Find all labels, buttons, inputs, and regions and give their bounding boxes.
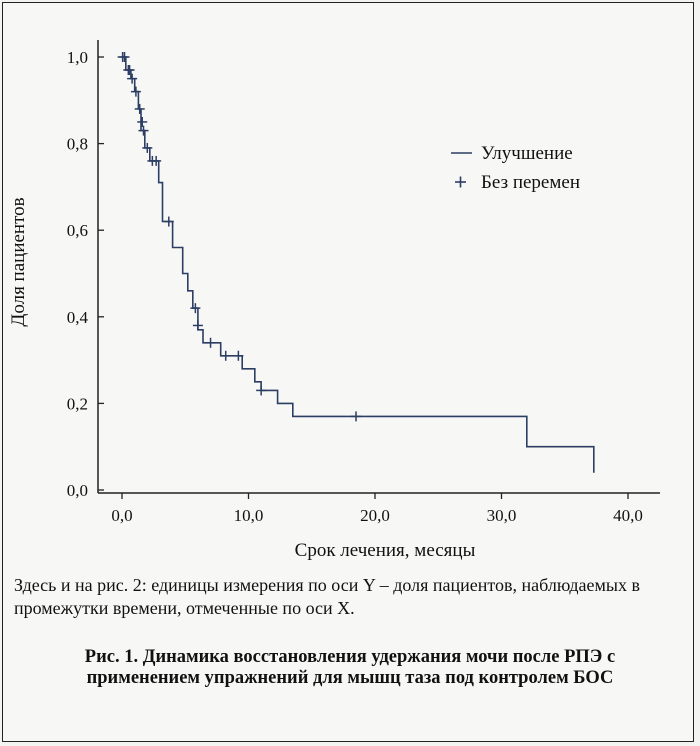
legend-label-no-change: Без перемен bbox=[481, 172, 580, 193]
y-axis-label: Доля пациентов bbox=[8, 197, 29, 327]
censor-marker bbox=[135, 104, 145, 114]
y-tick-label: 0,2 bbox=[66, 394, 88, 414]
censor-marker bbox=[131, 87, 141, 97]
censor-marker bbox=[127, 74, 137, 84]
chart-ticks bbox=[67, 48, 643, 525]
x-tick-label: 30,0 bbox=[486, 506, 517, 525]
y-tick-label: 0,4 bbox=[66, 307, 88, 327]
censor-marker bbox=[206, 338, 216, 348]
censor-marker bbox=[193, 320, 203, 330]
y-tick-label: 0,8 bbox=[66, 134, 88, 154]
x-tick-label: 20,0 bbox=[360, 506, 390, 525]
censor-marker bbox=[351, 411, 361, 421]
censor-marker bbox=[137, 117, 147, 127]
figure-caption: Рис. 1. Динамика восстановления удержания мочи после РПЭ с применением упражнений для мышц таза под контролем БОС bbox=[84, 647, 616, 688]
series-improvement-line bbox=[122, 57, 594, 473]
y-tick-label: 0,6 bbox=[66, 221, 88, 241]
x-axis-label: Срок лечения, месяцы bbox=[294, 540, 476, 561]
x-tick-label: 10,0 bbox=[233, 506, 264, 525]
censor-marker bbox=[139, 126, 149, 136]
legend-plus-marker bbox=[455, 177, 466, 188]
legend-label-improvement: Улучшение bbox=[481, 143, 573, 164]
censor-marker bbox=[120, 52, 130, 62]
chart-plot bbox=[118, 52, 594, 473]
y-tick-label: 0,0 bbox=[66, 481, 88, 500]
legend bbox=[451, 143, 580, 193]
x-tick-label: 40,0 bbox=[613, 506, 643, 525]
censor-marker bbox=[190, 303, 200, 313]
y-tick-label: 1,0 bbox=[66, 48, 88, 67]
censor-marker bbox=[221, 351, 231, 361]
censor-marker bbox=[142, 143, 152, 153]
figure-note: Здесь и на рис. 2: единицы измерения по оси Y – доля пациентов, наблюдаемых в промежутки времени, отмеченные по оси X. bbox=[14, 575, 641, 618]
x-tick-label: 0,0 bbox=[111, 506, 133, 525]
censor-marker bbox=[256, 385, 266, 395]
